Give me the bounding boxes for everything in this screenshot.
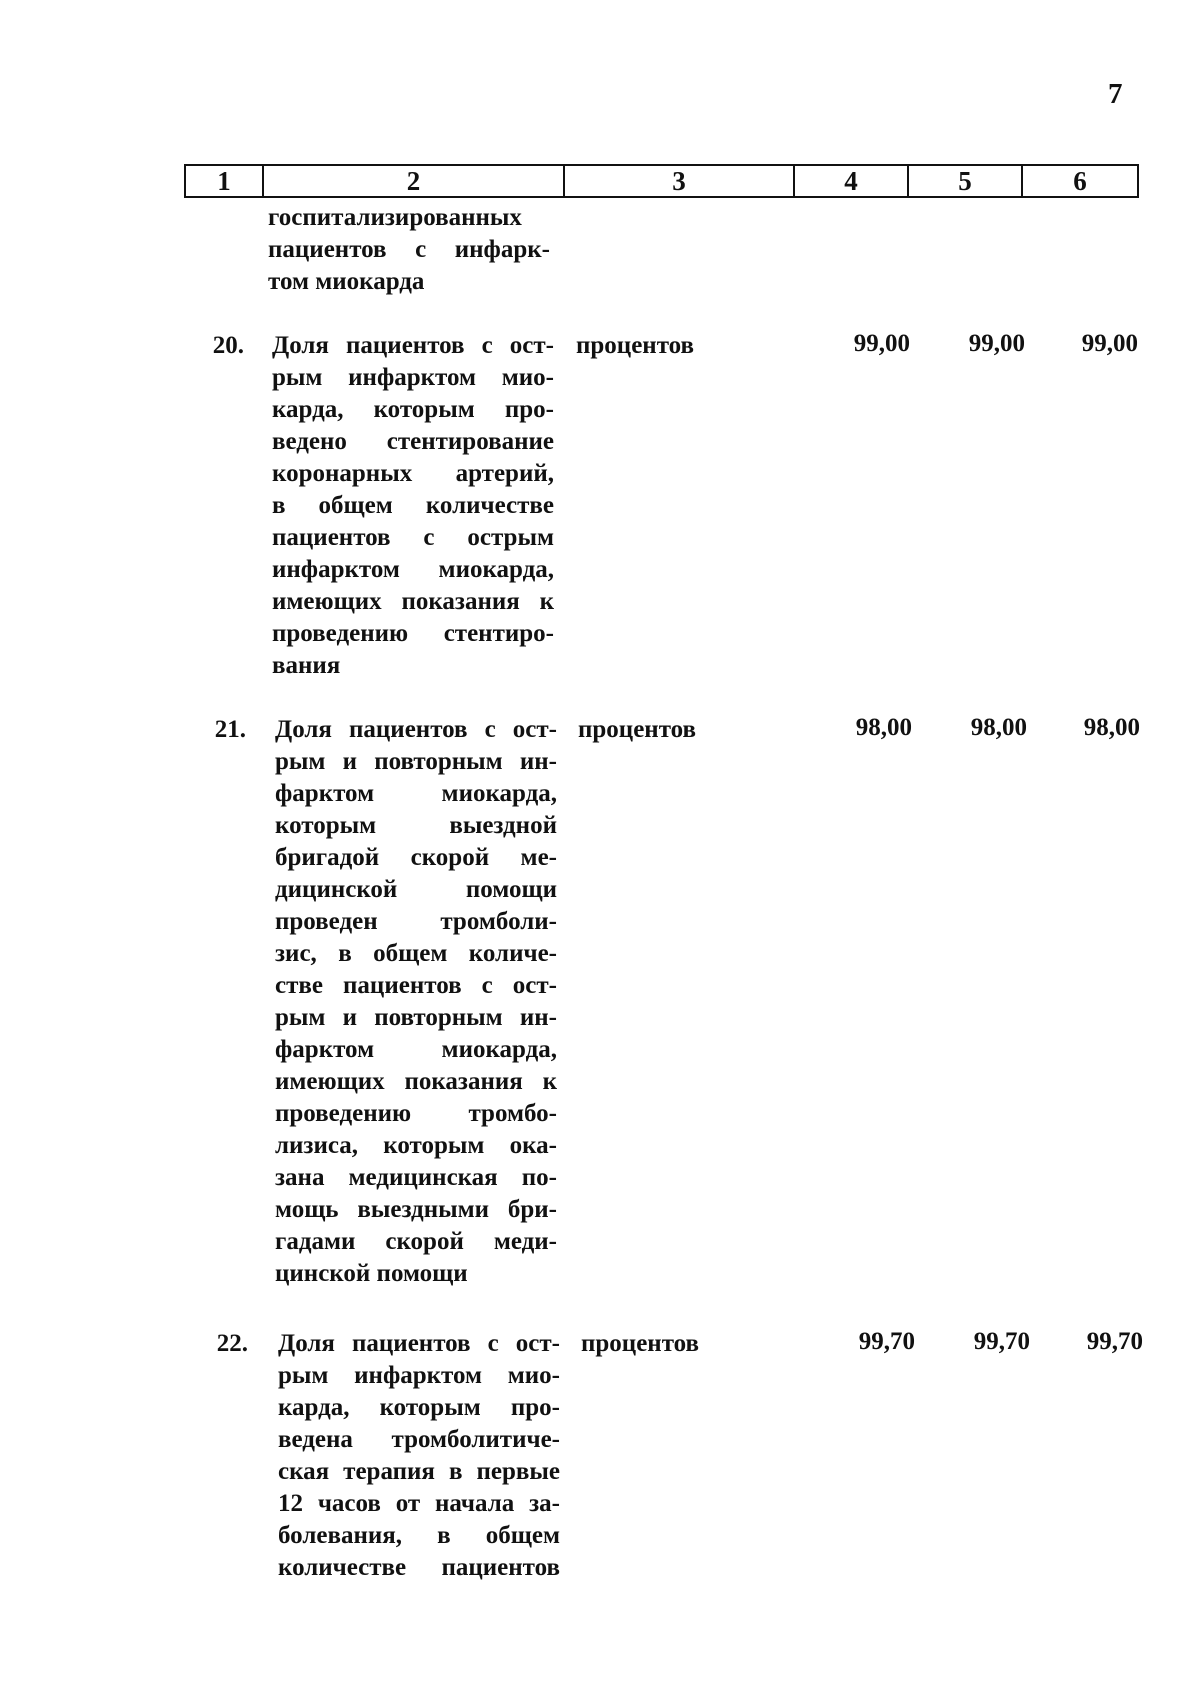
description-line: проведению тромбо- bbox=[275, 1100, 557, 1127]
description-line: мощь выездными бри- bbox=[275, 1196, 557, 1223]
description-line: коронарных артерий, bbox=[272, 460, 554, 487]
description-line: цинской помощи bbox=[275, 1260, 468, 1287]
description-line: в общем количестве bbox=[272, 492, 554, 519]
description-line: том миокарда bbox=[268, 268, 425, 295]
row-value-col6: 99,70 bbox=[1086, 1328, 1143, 1355]
column-header-table bbox=[184, 164, 1139, 198]
continuation-description bbox=[268, 202, 550, 298]
row-number: 20. bbox=[212, 332, 244, 359]
column-header-3: 3 bbox=[564, 165, 794, 197]
description-line: проведен тромболи- bbox=[275, 908, 557, 935]
description-line: госпитализированных bbox=[268, 204, 522, 231]
row-number: 21. bbox=[214, 716, 246, 743]
description-line: ская терапия в первые bbox=[278, 1458, 560, 1485]
description-line: гадами скорой меди- bbox=[275, 1228, 557, 1255]
description-line: пациентов с инфарк- bbox=[268, 236, 550, 263]
description-line: бригадой скорой ме- bbox=[275, 844, 557, 871]
column-header-1: 1 bbox=[185, 165, 263, 197]
description-line: стве пациентов с ост- bbox=[275, 972, 557, 999]
description-line: Доля пациентов с ост- bbox=[272, 332, 554, 359]
description-line: которым выездной bbox=[275, 812, 557, 839]
description-line: инфарктом миокарда, bbox=[272, 556, 554, 583]
row-value-col5: 99,70 bbox=[973, 1328, 1030, 1355]
description-line: фарктом миокарда, bbox=[275, 1036, 557, 1063]
description-line: количестве пациентов bbox=[278, 1554, 560, 1581]
column-header-2: 2 bbox=[263, 165, 564, 197]
row-unit: процентов bbox=[578, 716, 697, 743]
description-line: дицинской помощи bbox=[275, 876, 557, 903]
description-line: рым инфарктом мио- bbox=[272, 364, 554, 391]
description-line: 12 часов от начала за- bbox=[278, 1490, 560, 1517]
description-line: Доля пациентов с ост- bbox=[275, 716, 557, 743]
row-value-col4: 99,00 bbox=[853, 330, 910, 357]
description-line: имеющих показания к bbox=[272, 588, 554, 615]
column-header-row bbox=[185, 165, 1138, 197]
row-value-col4: 99,70 bbox=[858, 1328, 915, 1355]
row-value-col5: 99,00 bbox=[968, 330, 1025, 357]
description-line: зис, в общем количе- bbox=[275, 940, 557, 967]
description-line: карда, которым про- bbox=[272, 396, 554, 423]
row-description bbox=[272, 330, 554, 682]
row-number: 22. bbox=[216, 1330, 248, 1357]
row-value-col6: 99,00 bbox=[1081, 330, 1138, 357]
description-line: рым инфарктом мио- bbox=[278, 1362, 560, 1389]
description-line: проведению стентиро- bbox=[272, 620, 554, 647]
description-line: карда, которым про- bbox=[278, 1394, 560, 1421]
description-line: зана медицинская по- bbox=[275, 1164, 557, 1191]
row-unit: процентов bbox=[576, 332, 695, 359]
description-line: болевания, в общем bbox=[278, 1522, 560, 1549]
page-number: 7 bbox=[1108, 78, 1123, 110]
description-line: имеющих показания к bbox=[275, 1068, 557, 1095]
description-line: ведено стентирование bbox=[272, 428, 554, 455]
description-line: Доля пациентов с ост- bbox=[278, 1330, 560, 1357]
description-line: ведена тромболитиче- bbox=[278, 1426, 560, 1453]
row-value-col5: 98,00 bbox=[970, 714, 1027, 741]
description-line: лизиса, которым ока- bbox=[275, 1132, 557, 1159]
row-description bbox=[278, 1328, 560, 1584]
row-value-col4: 98,00 bbox=[855, 714, 912, 741]
row-value-col6: 98,00 bbox=[1083, 714, 1140, 741]
description-line: рым и повторным ин- bbox=[275, 1004, 557, 1031]
row-description bbox=[275, 714, 557, 1290]
column-header-4: 4 bbox=[794, 165, 908, 197]
column-header-6: 6 bbox=[1022, 165, 1138, 197]
column-header-5: 5 bbox=[908, 165, 1022, 197]
description-line: вания bbox=[272, 652, 341, 679]
description-line: фарктом миокарда, bbox=[275, 780, 557, 807]
description-line: пациентов с острым bbox=[272, 524, 554, 551]
row-unit: процентов bbox=[581, 1330, 700, 1357]
description-line: рым и повторным ин- bbox=[275, 748, 557, 775]
